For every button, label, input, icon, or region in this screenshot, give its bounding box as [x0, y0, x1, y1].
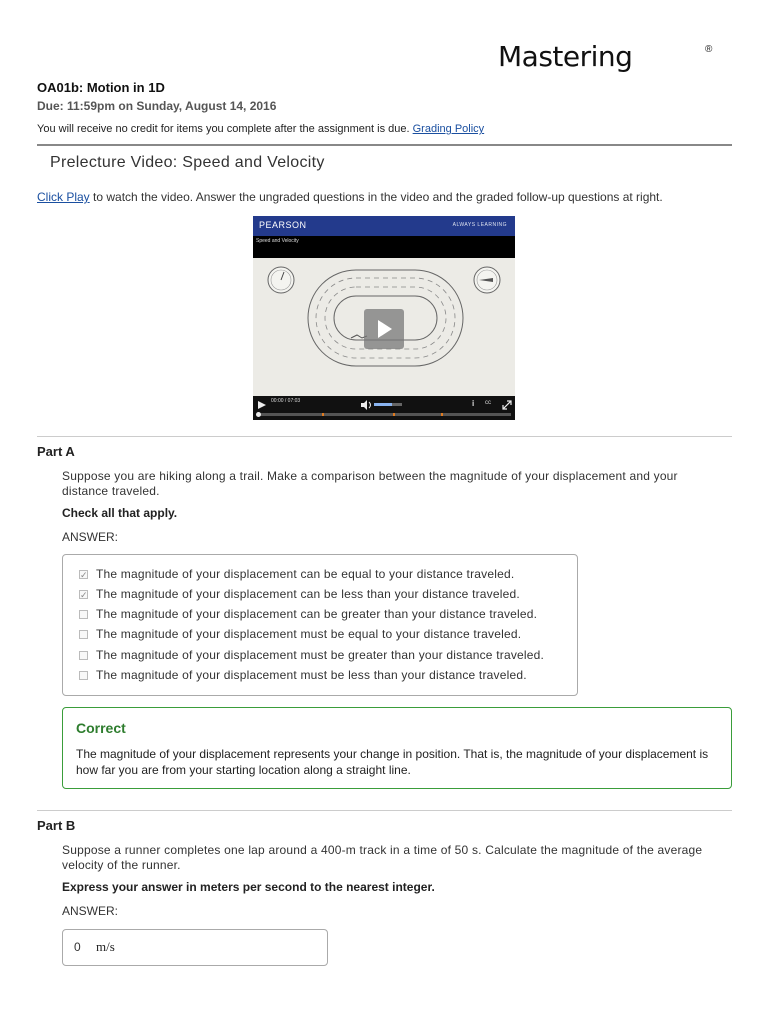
option-text: The magnitude of your displacement must be equal to your distance traveled.	[96, 627, 522, 641]
due-date: Due: 11:59pm on Sunday, August 14, 2016	[37, 99, 277, 113]
video-controls	[253, 396, 515, 420]
feedback-text: The magnitude of your displacement represents your change in position. That is, the magnitude of your displacement is how far you are from your starting location along a straight line.	[76, 747, 709, 777]
assignment-title: OA01b: Motion in 1D	[37, 80, 165, 95]
part-a-answer-box	[62, 554, 578, 696]
intro-text	[37, 190, 663, 204]
checkbox-unchecked[interactable]	[79, 651, 88, 660]
video-time: 00:00 / 07:03	[271, 398, 301, 404]
mastering-logo: Mastering	[498, 40, 633, 73]
closed-captions-icon[interactable]: cc	[485, 400, 491, 406]
registered-mark: ®	[705, 44, 713, 55]
video-subtitle-bar	[253, 236, 515, 258]
pearson-tagline: ALWAYS LEARNING	[452, 222, 507, 228]
video-player[interactable]	[253, 216, 515, 420]
option-5[interactable]	[79, 647, 544, 663]
section-title: Prelecture Video: Speed and Velocity	[50, 154, 325, 171]
progress-marker	[393, 413, 395, 416]
checkbox-unchecked[interactable]	[79, 671, 88, 680]
progress-handle[interactable]	[256, 412, 261, 417]
volume-level	[374, 403, 392, 406]
option-text: The magnitude of your displacement must be greater than your distance traveled.	[96, 648, 545, 662]
part-a-answer-label: ANSWER:	[62, 530, 119, 544]
feedback-title: Correct	[76, 720, 126, 736]
video-header	[253, 216, 515, 236]
play-icon[interactable]	[257, 400, 267, 410]
answer-value[interactable]: 0	[74, 940, 81, 954]
part-a-instruction: Check all that apply.	[62, 506, 178, 520]
option-2[interactable]	[79, 586, 520, 602]
checkbox-checked[interactable]: ✓	[80, 569, 88, 580]
progress-marker	[441, 413, 443, 416]
part-a-prompt: Suppose you are hiking along a trail. Make a comparison between the magnitude of your displacement and your distance traveled.	[62, 469, 678, 498]
play-button[interactable]	[364, 309, 404, 349]
checkbox-unchecked[interactable]	[79, 630, 88, 639]
part-b-answer-label: ANSWER:	[62, 904, 119, 918]
answer-unit: m/s	[96, 939, 115, 954]
fullscreen-icon[interactable]	[502, 400, 512, 410]
option-text: The magnitude of your displacement can be greater than your distance traveled.	[96, 607, 538, 621]
part-a-divider	[37, 436, 732, 437]
credit-notice-text: You will receive no credit for items you complete after the assignment is due.	[37, 123, 410, 135]
credit-notice	[37, 123, 484, 135]
part-a-label: Part A	[37, 444, 75, 459]
option-text: The magnitude of your displacement can be equal to your distance traveled.	[96, 567, 515, 581]
part-b-prompt: Suppose a runner completes one lap around a 400-m track in a time of 50 s. Calculate the magnitude of the average velocity of the runner.	[62, 843, 703, 872]
progress-bar[interactable]	[257, 413, 511, 416]
header-divider	[37, 144, 732, 146]
option-3[interactable]	[79, 606, 537, 622]
grading-policy-link[interactable]: Grading Policy	[412, 123, 485, 135]
option-4[interactable]	[79, 626, 521, 642]
volume-slider[interactable]	[374, 403, 402, 406]
part-b-divider	[37, 810, 732, 811]
speedometer-icon	[268, 267, 294, 293]
video-subtitle: Speed and Velocity	[256, 238, 299, 244]
checkbox-unchecked[interactable]	[79, 610, 88, 619]
compass-icon	[474, 267, 500, 293]
click-play-link[interactable]: Click Play	[37, 190, 90, 204]
part-b-answer-input[interactable]	[62, 929, 328, 966]
part-b-instruction: Express your answer in meters per second to the nearest integer.	[62, 880, 435, 894]
pearson-logo: PEARSON	[259, 220, 307, 230]
progress-marker	[322, 413, 324, 416]
volume-icon[interactable]	[360, 400, 372, 410]
feedback-correct	[62, 707, 732, 789]
intro-body: to watch the video. Answer the ungraded questions in the video and the graded follow-up questions at right.	[89, 190, 663, 204]
option-text: The magnitude of your displacement can be less than your distance traveled.	[96, 587, 520, 601]
info-icon[interactable]: i	[472, 399, 475, 408]
part-b-label: Part B	[37, 818, 76, 833]
option-6[interactable]	[79, 667, 527, 683]
option-1[interactable]	[79, 566, 514, 582]
option-text: The magnitude of your displacement must be less than your distance traveled.	[96, 668, 527, 682]
checkbox-checked[interactable]: ✓	[80, 589, 88, 600]
